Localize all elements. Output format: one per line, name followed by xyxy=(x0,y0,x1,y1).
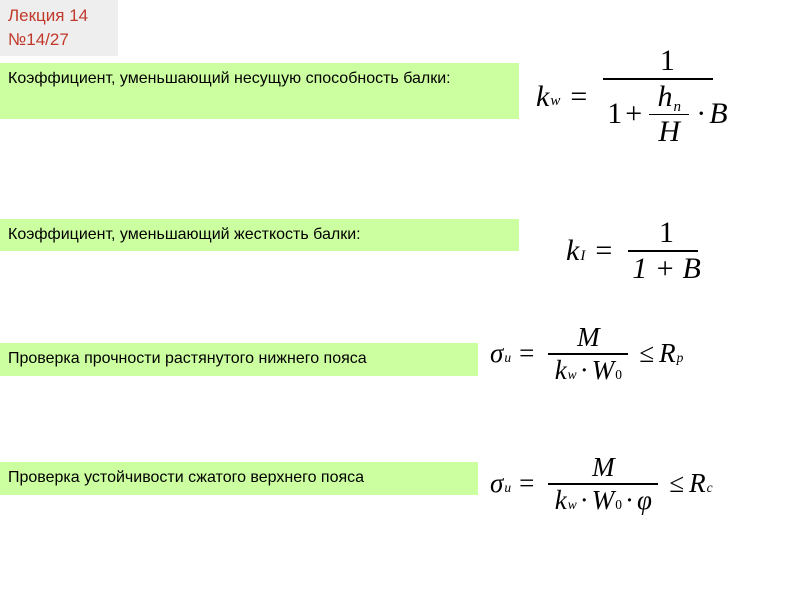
formula-kw-fraction xyxy=(603,44,731,149)
formula-kw-hn-over-H xyxy=(649,80,689,150)
formula-sigma2-lhs: σ xyxy=(490,468,504,499)
formula-sigma1-dot: · xyxy=(579,354,589,385)
formula-sigma1-eq: = xyxy=(519,338,535,369)
formula-sigma1-numerator: M xyxy=(577,322,600,352)
formula-sigma1-W: W xyxy=(591,354,615,385)
formula-sigma1-R-sub: p xyxy=(676,350,684,366)
formula-sigma1-denominator xyxy=(551,355,626,386)
formula-sigma2-le: ≤ xyxy=(669,468,685,499)
formula-sigma2-denominator xyxy=(551,485,656,516)
formula-kw xyxy=(536,44,738,149)
formula-sigma1-R: R xyxy=(659,338,676,369)
formula-kw-plus: + xyxy=(625,97,643,131)
formula-sigma2-k: k xyxy=(554,484,567,515)
formula-kw-hn-sub: n xyxy=(673,98,681,115)
formula-kw-lhs: k xyxy=(536,79,550,113)
formula-sigma2-eq: = xyxy=(519,468,535,499)
formula-ki-lhs: k xyxy=(566,233,580,267)
formula-sigma-tension xyxy=(490,322,683,386)
formula-sigma1-le: ≤ xyxy=(639,338,655,369)
formula-ki xyxy=(566,216,711,286)
formula-ki-eq: = xyxy=(595,233,613,267)
formula-kw-lhs-sub: w xyxy=(550,93,561,110)
formula-kw-hn: h xyxy=(657,79,673,113)
label-compression-chord-check: Проверка устойчивости сжатого верхнего пояса xyxy=(0,462,478,495)
formula-ki-fraction xyxy=(628,216,705,286)
formula-sigma1-k: k xyxy=(554,354,567,385)
formula-sigma1-lhs: σ xyxy=(490,338,504,369)
slide-number: №14/27 xyxy=(8,30,69,49)
label-tension-chord-check: Проверка прочности растянутого нижнего пояса xyxy=(0,343,478,376)
formula-sigma2-phi: φ xyxy=(636,484,652,515)
formula-kw-eq: = xyxy=(570,79,588,113)
formula-kw-one: 1 xyxy=(607,97,623,131)
formula-sigma2-R: R xyxy=(689,468,706,499)
formula-sigma2-lhs-sub: u xyxy=(504,480,512,496)
formula-sigma2-W: W xyxy=(591,484,615,515)
formula-kw-dot: · xyxy=(696,97,707,131)
label-load-capacity-coef: Коэффициент, уменьшающий несущую способность балки: xyxy=(0,63,519,119)
formula-sigma2-W-sub: 0 xyxy=(615,496,622,512)
formula-sigma1-fraction xyxy=(548,322,628,386)
formula-sigma1-W-sub: 0 xyxy=(615,366,622,382)
slide-header xyxy=(0,0,118,56)
formula-kw-numerator: 1 xyxy=(659,44,675,77)
formula-ki-numerator: 1 xyxy=(659,216,675,249)
formula-sigma2-R-sub: c xyxy=(706,480,713,496)
formula-kw-denominator xyxy=(603,80,731,150)
formula-kw-B: B xyxy=(709,97,728,131)
formula-sigma2-numerator: M xyxy=(592,452,615,482)
formula-sigma1-lhs-sub: u xyxy=(504,350,512,366)
formula-sigma-compression xyxy=(490,452,713,516)
formula-kw-H: H xyxy=(658,115,681,148)
formula-sigma2-dot2: · xyxy=(624,484,634,515)
formula-ki-denominator: 1 + B xyxy=(632,251,701,285)
formula-sigma2-dot: · xyxy=(579,484,589,515)
formula-sigma2-fraction xyxy=(548,452,658,516)
formula-ki-lhs-sub: I xyxy=(580,247,586,264)
formula-sigma1-k-sub: w xyxy=(567,366,577,382)
formula-sigma2-k-sub: w xyxy=(567,496,577,512)
label-stiffness-coef: Коэффициент, уменьшающий жесткость балки: xyxy=(0,219,519,251)
lecture-title: Лекция 14 xyxy=(8,6,89,25)
